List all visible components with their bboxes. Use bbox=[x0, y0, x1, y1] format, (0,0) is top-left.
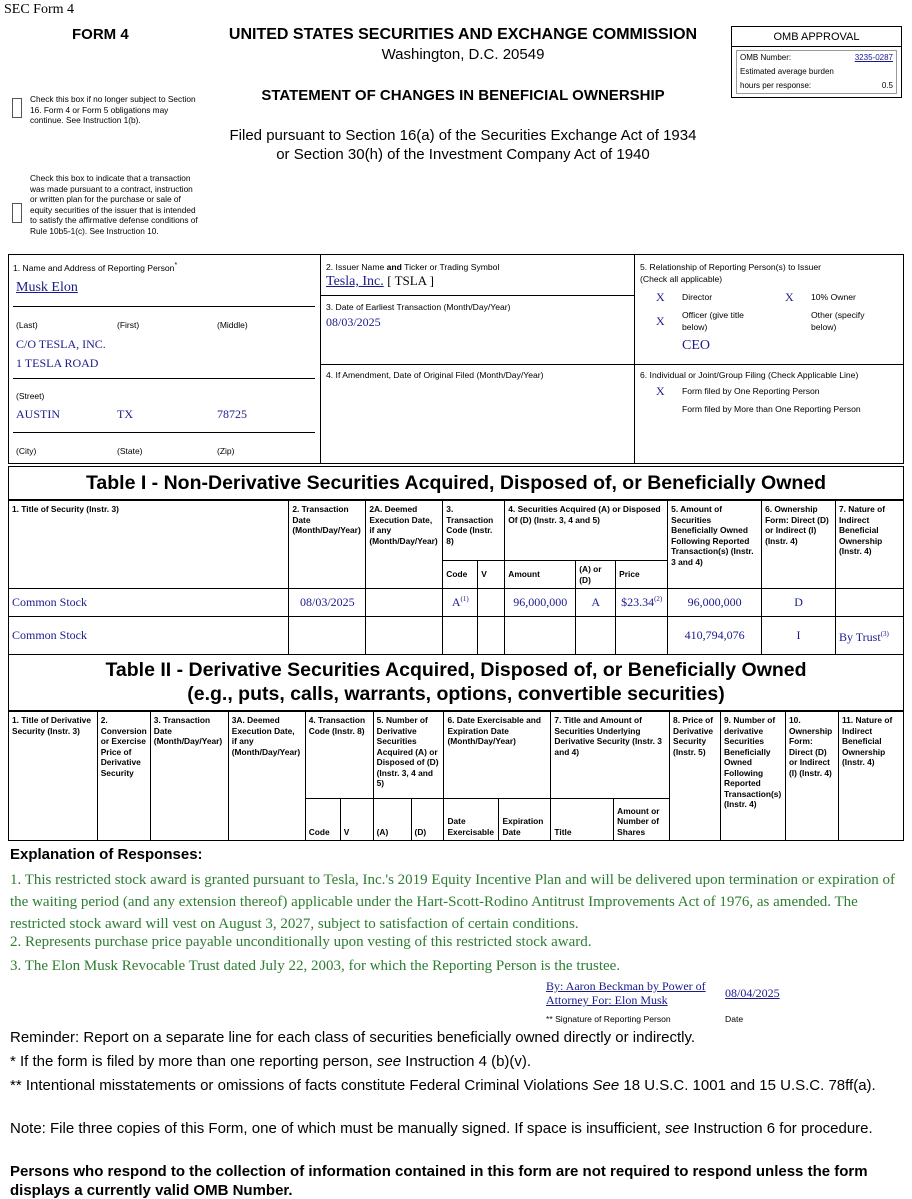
zip-label: (Zip) bbox=[217, 446, 235, 456]
ticker-symbol: [ TSLA ] bbox=[387, 273, 434, 288]
one-person-label: Form filed by One Reporting Person bbox=[682, 386, 820, 396]
box4-label: 4. If Amendment, Date of Original Filed (Month/Day/Year) bbox=[326, 370, 544, 380]
section16-checkbox[interactable] bbox=[12, 98, 22, 118]
table-row bbox=[9, 589, 904, 617]
section16-checkbox-label: Check this box if no longer subject to Section 16. Form 4 or Form 5 obligations may continue. See Instruction 1(b). bbox=[30, 94, 196, 125]
signature-date: 08/04/2025 bbox=[725, 986, 780, 1000]
table1-grid bbox=[8, 500, 904, 655]
box5-check-all: (Check all applicable) bbox=[640, 274, 723, 284]
footnote-2: 2. Represents purchase price payable unconditionally upon vesting of this restricted stock award. bbox=[10, 934, 592, 950]
t1-sub-amount: Amount bbox=[505, 561, 576, 589]
footnote-1: 1. This restricted stock award is granted pursuant to Tesla, Inc.'s 2019 Equity Incentive Plan and will be delivered upon termination or expiration of the waiting period (and any extension thereof) applicable under the Hart-Scott-Rodino Antitrust Improvements Act of 1976, as amended. The restricted stock award will vest on August 3, 2027, subject to satisfaction of certain conditions. bbox=[10, 872, 896, 932]
omb-hours-label: hours per response: bbox=[740, 81, 812, 90]
box5-label: 5. Relationship of Reporting Person(s) to Issuer bbox=[640, 262, 822, 272]
t1-col2a-header: 2A. Deemed Execution Date, if any (Month/Day/Year) bbox=[366, 501, 443, 589]
box2-label-a: 2. Issuer Name bbox=[326, 262, 387, 272]
t1-sub-v: V bbox=[478, 561, 505, 589]
omb-hours-value: 0.5 bbox=[881, 81, 893, 90]
signature-line1: By: Aaron Beckman by Power of bbox=[546, 979, 706, 993]
one-person-mark[interactable]: X bbox=[656, 384, 665, 398]
box2-label-b: Ticker or Trading Symbol bbox=[401, 262, 500, 272]
city-label: (City) bbox=[16, 446, 37, 456]
state-value: TX bbox=[117, 407, 133, 421]
omb-approval-box bbox=[731, 26, 902, 98]
t2-sub-v: V bbox=[340, 799, 373, 841]
middle-label: (Middle) bbox=[217, 320, 248, 330]
agency-title: UNITED STATES SECURITIES AND EXCHANGE COMMISSION bbox=[228, 26, 698, 43]
issuer-name-link[interactable]: Tesla, Inc. bbox=[326, 274, 384, 289]
t1-col7-header: 7. Nature of Indirect Beneficial Ownership (Instr. 4) bbox=[835, 501, 903, 589]
t2-c7-header: 7. Title and Amount of Securities Underlying Derivative Security (Instr. 3 and 4) bbox=[551, 712, 670, 799]
rule10b5-checkbox-label: Check this box to indicate that a transaction was made pursuant to a contract, instruction or written plan for the purchase or sale of equity securities of the issuer that is intended to satisfy the affirmative defense conditions of Rule 10b5-1(c). See Instruction 10. bbox=[30, 173, 198, 236]
owner10-mark[interactable]: X bbox=[785, 290, 794, 304]
earliest-transaction-date: 08/03/2025 bbox=[326, 315, 381, 329]
file-copies-note: Note: File three copies of this Form, one of which must be manually signed. If space is insufficient, see Instruction 6 for procedure. bbox=[10, 1120, 873, 1137]
t1-r1-code: $A^{(1)}$ bbox=[443, 589, 478, 617]
table-row bbox=[9, 617, 904, 655]
double-star-note: ** Intentional misstatements or omissions of facts constitute Federal Criminal Violations See 18 U.S.C. 1001 and 15 U.S.C. 78ff(a). bbox=[10, 1077, 876, 1094]
t1-r2-nature: By Trust$^{(3)}$ bbox=[835, 617, 903, 655]
table2-title bbox=[8, 654, 904, 711]
box2-label-and: and bbox=[386, 262, 402, 272]
t1-r1-date: 08/03/2025 bbox=[289, 589, 366, 617]
t1-r2-amount bbox=[505, 617, 576, 655]
t1-col1-header: 1. Title of Security (Instr. 3) bbox=[9, 501, 289, 589]
t1-r2-ad bbox=[576, 617, 616, 655]
omb-persons-note: Persons who respond to the collection of information contained in this form are not required to respond unless the form displays a currently valid OMB Number. bbox=[10, 1163, 868, 1199]
box3-label: 3. Date of Earliest Transaction (Month/Day/Year) bbox=[326, 302, 511, 312]
signature-link[interactable] bbox=[546, 979, 706, 1007]
t2-c11-header: 11. Nature of Indirect Beneficial Ownership (Instr. 4) bbox=[838, 712, 903, 841]
t2-c6-header: 6. Date Exercisable and Expiration Date (Month/Day/Year) bbox=[444, 712, 551, 799]
t1-r2-deemed bbox=[366, 617, 443, 655]
officer-title: CEO bbox=[682, 338, 710, 353]
omb-number-link[interactable]: 3235-0287 bbox=[854, 53, 893, 62]
t1-r2-title: Common Stock bbox=[9, 617, 289, 655]
officer-mark[interactable]: X bbox=[656, 314, 665, 328]
t2-c3a-header: 3A. Deemed Execution Date, if any (Month/Day/Year) bbox=[228, 712, 305, 841]
t2-sub-a: (A) bbox=[373, 799, 411, 841]
t2-c5-header: 5. Number of Derivative Securities Acquired (A) or Disposed of (D) (Instr. 3, 4 and 5) bbox=[373, 712, 444, 799]
director-mark[interactable]: X bbox=[656, 290, 665, 304]
t1-r2-v bbox=[478, 617, 505, 655]
city-value: AUSTIN bbox=[16, 407, 60, 421]
t2-sub-code: Code bbox=[305, 799, 340, 841]
form-label: FORM 4 bbox=[72, 26, 129, 43]
signature-label: ** Signature of Reporting Person bbox=[546, 1014, 671, 1024]
t2-sub-d: (D) bbox=[411, 799, 444, 841]
t1-r1-form: D bbox=[762, 589, 836, 617]
t1-r2-date bbox=[289, 617, 366, 655]
statement-title: STATEMENT OF CHANGES IN BENEFICIAL OWNERSHIP bbox=[261, 87, 665, 104]
street-label: (Street) bbox=[16, 391, 45, 401]
t2-c3-header: 3. Transaction Date (Month/Day/Year) bbox=[150, 712, 228, 841]
filed-pursuant-line1: Filed pursuant to Section 16(a) of the Securities Exchange Act of 1934 bbox=[229, 127, 697, 144]
t1-r2-nature-footnote[interactable]: (3) bbox=[880, 630, 889, 638]
t1-r1-price: $23.34$^{(2)}$ bbox=[616, 589, 668, 617]
t1-r1-nature bbox=[835, 589, 903, 617]
address-line2: 1 TESLA ROAD bbox=[16, 356, 99, 370]
box1-star: * bbox=[174, 262, 178, 269]
t1-sub-ad: (A) or (D) bbox=[576, 561, 616, 589]
explanation-heading: Explanation of Responses: bbox=[10, 846, 203, 863]
first-label: (First) bbox=[117, 320, 140, 330]
t2-c4-header: 4. Transaction Code (Instr. 8) bbox=[305, 712, 373, 799]
t1-col3-header: 3. Transaction Code (Instr. 8) bbox=[443, 501, 505, 561]
agency-city: Washington, D.C. 20549 bbox=[381, 46, 545, 63]
star-note: * If the form is filed by more than one reporting person, see Instruction 4 (b)(v). bbox=[10, 1053, 532, 1070]
t1-r1-title: Common Stock bbox=[9, 589, 289, 617]
t1-r1-deemed bbox=[366, 589, 443, 617]
omb-title: OMB APPROVAL bbox=[732, 27, 901, 47]
table2-grid bbox=[8, 711, 904, 841]
t1-col2-header: 2. Transaction Date (Month/Day/Year) bbox=[289, 501, 366, 589]
rule10b5-checkbox[interactable] bbox=[12, 203, 22, 223]
director-label: Director bbox=[682, 292, 713, 302]
signature-date-label: Date bbox=[725, 1014, 744, 1024]
t2-c8-header: 8. Price of Derivative Security (Instr. 5) bbox=[670, 712, 721, 841]
box6-label: 6. Individual or Joint/Group Filing (Check Applicable Line) bbox=[640, 370, 859, 380]
corner-label: SEC Form 4 bbox=[4, 2, 75, 17]
zip-value: 78725 bbox=[217, 407, 247, 421]
reporting-person-name[interactable]: Musk Elon bbox=[16, 280, 78, 295]
t2-c10-header: 10. Ownership Form: Direct (D) or Indirect (I) (Instr. 4) bbox=[786, 712, 839, 841]
owner10-label: 10% Owner bbox=[811, 292, 856, 302]
t1-r1-price-footnote[interactable]: (2) bbox=[654, 595, 663, 603]
t2-sub-amount: Amount or Number of Shares bbox=[614, 799, 670, 841]
officer-label: Officer (give title below) bbox=[682, 310, 744, 332]
t1-r1-code-footnote[interactable]: (1) bbox=[460, 595, 469, 603]
other-label: Other (specify below) bbox=[811, 310, 865, 332]
t1-r2-owned: 410,794,076 bbox=[668, 617, 762, 655]
t1-col5-header: 5. Amount of Securities Beneficially Owned Following Reported Transaction(s) (Instr. 3 and 4) bbox=[668, 501, 762, 589]
t1-sub-code: Code bbox=[443, 561, 478, 589]
filed-pursuant-line2: or Section 30(h) of the Investment Company Act of 1940 bbox=[276, 146, 650, 163]
signature-line2: Attorney For: Elon Musk bbox=[546, 993, 668, 1007]
t2-sub-title: Title bbox=[551, 799, 614, 841]
t2-sub-exercisable: Date Exercisable bbox=[444, 799, 499, 841]
t1-r1-v bbox=[478, 589, 505, 617]
t1-r1-ad: A bbox=[576, 589, 616, 617]
t2-c9-header: 9. Number of derivative Securities Beneficially Owned Following Reported Transaction(s) (Instr. 4) bbox=[721, 712, 786, 841]
table2-title-line2: (e.g., puts, calls, warrants, options, convertible securities) bbox=[187, 683, 725, 705]
reminder-text: Reminder: Report on a separate line for each class of securities beneficially owned directly or indirectly. bbox=[10, 1029, 696, 1046]
t1-r2-price bbox=[616, 617, 668, 655]
t1-col6-header: 6. Ownership Form: Direct (D) or Indirect (I) (Instr. 4) bbox=[762, 501, 836, 589]
table2-title-line1: Table II - Derivative Securities Acquired, Disposed of, or Beneficially Owned bbox=[105, 659, 807, 681]
state-label: (State) bbox=[117, 446, 143, 456]
t2-c2-header: 2. Conversion or Exercise Price of Derivative Security bbox=[97, 712, 150, 841]
t2-sub-expiration: Expiration Date bbox=[499, 799, 551, 841]
omb-burden-label: Estimated average burden bbox=[740, 67, 834, 76]
box1-label: 1. Name and Address of Reporting Person bbox=[13, 262, 175, 273]
t2-c1-header: 1. Title of Derivative Security (Instr. 3) bbox=[9, 712, 98, 841]
t1-sub-price: Price bbox=[616, 561, 668, 589]
t1-r1-amount: 96,000,000 bbox=[505, 589, 576, 617]
table1-title: Table I - Non-Derivative Securities Acquired, Disposed of, or Beneficially Owned bbox=[8, 466, 904, 500]
last-label: (Last) bbox=[16, 320, 38, 330]
t1-col4-header: 4. Securities Acquired (A) or Disposed Of (D) (Instr. 3, 4 and 5) bbox=[505, 501, 668, 561]
omb-number-label: OMB Number: bbox=[740, 53, 792, 62]
more-person-label: Form filed by More than One Reporting Person bbox=[682, 404, 861, 414]
address-line1: C/O TESLA, INC. bbox=[16, 337, 106, 351]
t1-r2-form: I bbox=[762, 617, 836, 655]
t1-r2-code bbox=[443, 617, 478, 655]
t1-r1-owned: 96,000,000 bbox=[668, 589, 762, 617]
footnote-3: 3. The Elon Musk Revocable Trust dated July 22, 2003, for which the Reporting Person is the trustee. bbox=[10, 958, 621, 974]
